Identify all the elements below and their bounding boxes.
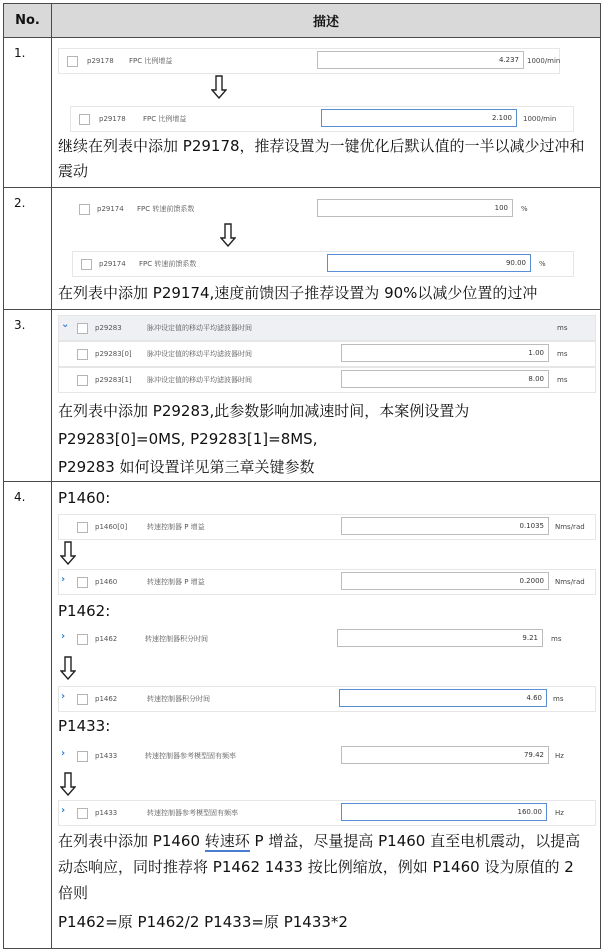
param-name: p29178: [99, 115, 126, 123]
table-row: [4, 38, 601, 188]
row-text: 在列表中添加 P29283,此参数影响加减速时间，本案例设置为: [58, 402, 470, 420]
param-unit: Hz: [555, 752, 564, 760]
param-row-p29178-before: [58, 48, 560, 74]
param-value-field[interactable]: 160.00: [341, 803, 547, 821]
row-description: [52, 482, 601, 949]
param-name: p29178: [87, 57, 114, 65]
row-text: [58, 828, 593, 906]
header-no: No.: [4, 4, 52, 38]
header-desc: 描述: [52, 4, 601, 38]
param-unit: Hz: [555, 809, 564, 817]
row-checkbox[interactable]: [77, 694, 88, 705]
param-name: p29174: [99, 260, 126, 268]
row-checkbox[interactable]: [67, 56, 78, 67]
param-row-p29283: [58, 315, 596, 341]
param-section-label: P1433:: [58, 717, 111, 735]
down-arrow-icon: [58, 540, 600, 566]
param-unit: 1000/min: [523, 115, 557, 123]
param-desc: 转速控制器积分时间: [147, 695, 210, 703]
param-desc: 转速控制器 P 增益: [147, 578, 205, 586]
param-value-field[interactable]: 90.00: [327, 254, 531, 272]
param-unit: %: [521, 205, 528, 213]
header-row: [4, 4, 601, 38]
param-desc: FPC 转速前馈系数: [137, 205, 195, 213]
chevron-right-icon[interactable]: ›: [61, 691, 66, 702]
param-unit: Nms/rad: [555, 578, 585, 586]
row-checkbox[interactable]: [77, 577, 88, 588]
param-value-field[interactable]: 4.237: [317, 51, 524, 69]
param-row-p1462-before: [58, 626, 596, 652]
row-checkbox[interactable]: [77, 349, 88, 360]
table-row: [4, 310, 601, 482]
param-unit: Nms/rad: [555, 523, 585, 531]
param-desc: 转速控制器参考模型固有频率: [145, 752, 236, 760]
row-checkbox[interactable]: [81, 259, 92, 270]
row-text: 继续在列表中添加 P29178，推荐设置为一键优化后默认值的一半以减少过冲和震动: [58, 137, 585, 180]
down-arrow-icon: [58, 74, 600, 100]
down-arrow-icon: [58, 222, 600, 248]
row-text-part: 在列表中添加 P1460: [58, 832, 205, 850]
param-value-field[interactable]: 79.42: [341, 746, 549, 764]
param-desc: 脉冲设定值的移动平均滤波器时间: [147, 350, 252, 358]
param-row-p1460-after: [58, 569, 596, 595]
row-description: [52, 188, 601, 310]
param-value-field[interactable]: 4.60: [339, 689, 547, 707]
param-desc: FPC 比例增益: [129, 57, 173, 65]
param-name: p1460: [95, 578, 118, 586]
chevron-right-icon[interactable]: ›: [61, 805, 66, 816]
row-text-part: P 增益，尽量提高 P1460 直至电机震动，以提高动态响应，同时推荐将 P1462 1433 按比例缩放，例如 P1460 设为原值的 2 倍则: [58, 832, 581, 902]
param-desc: 转速控制器积分时间: [145, 635, 208, 643]
row-checkbox[interactable]: [77, 375, 88, 386]
param-name: p1460[0]: [95, 523, 128, 531]
param-value-field[interactable]: 1.00: [341, 344, 549, 362]
chevron-right-icon[interactable]: ›: [61, 574, 66, 585]
row-number: 2.: [4, 188, 52, 310]
param-desc: FPC 比例增益: [143, 115, 187, 123]
param-row-p1433-before: [58, 743, 596, 769]
param-desc: 转速控制器参考模型固有频率: [147, 809, 238, 817]
param-value-field[interactable]: 9.21: [337, 629, 543, 647]
chevron-right-icon[interactable]: ›: [61, 631, 66, 642]
param-name: p29283[0]: [95, 350, 132, 358]
row-checkbox[interactable]: [79, 114, 90, 125]
row-description: [52, 310, 601, 482]
document-table: [3, 3, 601, 949]
param-value-field[interactable]: 2.100: [321, 109, 517, 127]
row-text: P29283[0]=0MS, P29283[1]=8MS,: [58, 430, 318, 448]
param-row-p29174-before: [70, 196, 568, 222]
param-row-p1462-after: [58, 686, 596, 712]
param-row-p29283-1: [58, 367, 596, 393]
table-row: [4, 482, 601, 949]
param-name: p29174: [97, 205, 124, 213]
param-desc: 脉冲设定值的移动平均滤波器时间: [147, 376, 252, 384]
param-unit: ms: [557, 350, 568, 358]
row-checkbox[interactable]: [77, 808, 88, 819]
param-value-field[interactable]: 100: [317, 199, 513, 217]
param-row-p29178-after: [70, 106, 574, 132]
param-unit: ms: [553, 695, 564, 703]
param-unit: ms: [557, 324, 568, 332]
row-number: 1.: [4, 38, 52, 188]
row-checkbox[interactable]: [77, 323, 88, 334]
row-text: P1462=原 P1462/2 P1433=原 P1433*2: [58, 913, 348, 931]
param-section-label: P1460:: [58, 489, 111, 507]
param-name: p1462: [95, 635, 118, 643]
param-name: p1433: [95, 809, 118, 817]
row-description: [52, 38, 601, 188]
param-name: p1462: [95, 695, 118, 703]
row-text: P29283 如何设置详见第三章关键参数: [58, 458, 315, 476]
param-unit: ms: [557, 376, 568, 384]
param-unit: ms: [551, 635, 562, 643]
param-row-p29283-0: [58, 341, 596, 367]
down-arrow-icon: [58, 652, 600, 682]
row-number: 3.: [4, 310, 52, 482]
down-arrow-icon: [58, 769, 600, 797]
param-name: p29283: [95, 324, 122, 332]
param-row-p1460-before: [58, 514, 596, 540]
chevron-down-icon[interactable]: ⌄: [61, 319, 70, 330]
param-value-field[interactable]: 0.2000: [341, 572, 549, 590]
param-desc: FPC 转速前馈系数: [139, 260, 197, 268]
param-unit: 1000/min: [527, 57, 561, 65]
param-row-p29174-after: [72, 251, 574, 277]
table-row: [4, 188, 601, 310]
param-value-field[interactable]: 8.00: [341, 370, 549, 388]
param-section-label: P1462:: [58, 602, 111, 620]
param-desc: 脉冲设定值的移动平均滤波器时间: [147, 324, 252, 332]
param-name: p29283[1]: [95, 376, 132, 384]
param-row-p1433-after: [58, 800, 596, 826]
row-checkbox[interactable]: [77, 634, 88, 645]
param-unit: %: [539, 260, 546, 268]
row-checkbox[interactable]: [77, 522, 88, 533]
row-number: 4.: [4, 482, 52, 949]
param-desc: 转速控制器 P 增益: [147, 523, 205, 531]
row-text: 在列表中添加 P29174,速度前馈因子推荐设置为 90%以减少位置的过冲: [58, 284, 538, 302]
param-value-field[interactable]: 0.1035: [341, 517, 549, 535]
chevron-right-icon[interactable]: ›: [61, 748, 66, 759]
row-checkbox[interactable]: [77, 751, 88, 762]
row-checkbox[interactable]: [79, 204, 90, 215]
row-text-underlined: 转速环: [204, 832, 250, 850]
param-name: p1433: [95, 752, 118, 760]
